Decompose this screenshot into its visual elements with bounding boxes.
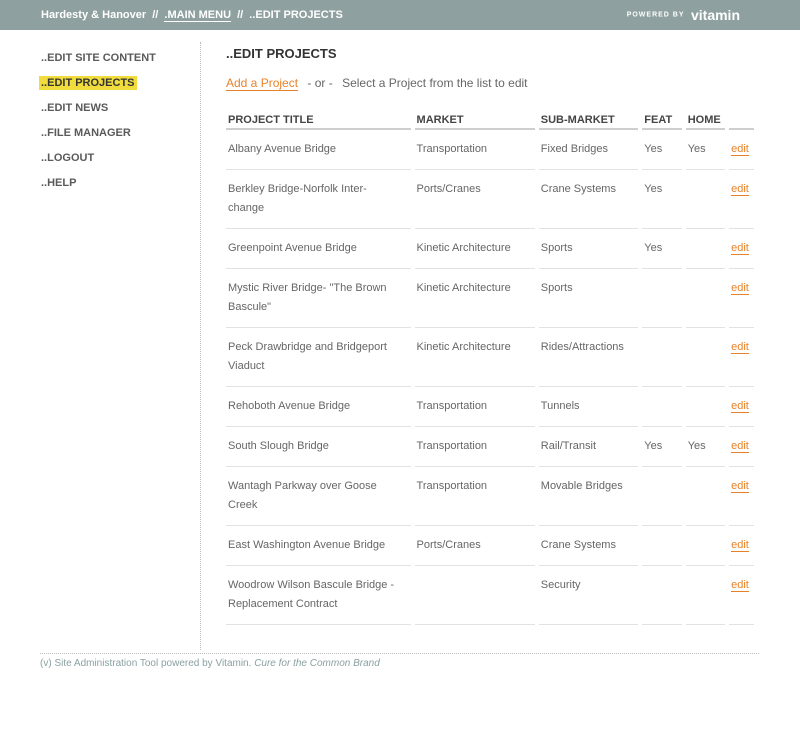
feat-cell (642, 467, 681, 526)
market-cell: Transportation (415, 467, 535, 526)
sidebar-divider (200, 42, 201, 650)
table-row (226, 467, 754, 526)
main-menu-link[interactable]: .MAIN MENU (164, 9, 232, 21)
home-cell: Yes (686, 130, 725, 170)
page-title: ..EDIT PROJECTS (226, 46, 337, 61)
project-title-cell: Berkley Bridge-Norfolk Inter-change (226, 170, 411, 229)
breadcrumb-separator: // (237, 9, 244, 21)
sidebar-item-edit-news[interactable]: ..EDIT NEWS (41, 102, 109, 114)
edit-link[interactable]: edit (731, 440, 749, 452)
market-cell: Ports/Cranes (415, 526, 535, 566)
site-name: Hardesty & Hanover (41, 9, 147, 21)
feat-cell (642, 328, 681, 387)
project-title-cell: Albany Avenue Bridge (226, 130, 411, 170)
edit-cell (729, 427, 754, 467)
main-content (226, 46, 758, 625)
project-title-cell: East Washington Avenue Bridge (226, 526, 411, 566)
col-sub-market: SUB-MARKET (539, 110, 639, 130)
sub-market-cell: Sports (539, 269, 639, 328)
edit-link[interactable]: edit (731, 480, 749, 492)
feat-cell (642, 526, 681, 566)
footer-divider (40, 653, 759, 654)
table-row (226, 526, 754, 566)
select-instruction: Select a Project from the list to edit (342, 76, 528, 90)
actions-line (226, 76, 758, 90)
feat-cell (642, 269, 681, 328)
project-title-cell: South Slough Bridge (226, 427, 411, 467)
footer-text: (v) Site Administration Tool powered by Vitamin. (40, 658, 252, 669)
table-row (226, 170, 754, 229)
feat-cell (642, 566, 681, 625)
footer-tagline: Cure for the Common Brand (254, 658, 380, 669)
project-title-cell: Mystic River Bridge- "The Brown Bascule" (226, 269, 411, 328)
edit-link[interactable]: edit (731, 143, 749, 155)
edit-cell (729, 269, 754, 328)
edit-cell (729, 566, 754, 625)
edit-link[interactable]: edit (731, 539, 749, 551)
edit-cell (729, 170, 754, 229)
sidebar-item-logout[interactable]: ..LOGOUT (41, 152, 95, 164)
edit-cell (729, 526, 754, 566)
edit-link[interactable]: edit (731, 579, 749, 591)
project-title-cell: Rehoboth Avenue Bridge (226, 387, 411, 427)
col-feat: FEAT (642, 110, 681, 130)
sidebar-item-edit-projects[interactable]: ..EDIT PROJECTS (41, 77, 135, 89)
home-cell (686, 467, 725, 526)
sidebar-item-help[interactable]: ..HELP (41, 177, 77, 189)
sub-market-cell: Crane Systems (539, 526, 639, 566)
sub-market-cell: Tunnels (539, 387, 639, 427)
breadcrumb (41, 9, 343, 21)
edit-cell (729, 328, 754, 387)
sub-market-cell: Sports (539, 229, 639, 269)
home-cell: Yes (686, 427, 725, 467)
edit-link[interactable]: edit (731, 183, 749, 195)
market-cell: Transportation (415, 427, 535, 467)
sidebar-item-file-manager[interactable]: ..FILE MANAGER (41, 127, 131, 139)
edit-cell (729, 229, 754, 269)
table-row (226, 566, 754, 625)
feat-cell: Yes (642, 170, 681, 229)
sub-market-cell: Rides/Attractions (539, 328, 639, 387)
market-cell: Ports/Cranes (415, 170, 535, 229)
project-title-cell: Wantagh Parkway over Goose Creek (226, 467, 411, 526)
edit-link[interactable]: edit (731, 400, 749, 412)
col-market: MARKET (415, 110, 535, 130)
edit-link[interactable]: edit (731, 242, 749, 254)
sub-market-cell: Security (539, 566, 639, 625)
edit-cell (729, 387, 754, 427)
sub-market-cell: Crane Systems (539, 170, 639, 229)
projects-table (222, 110, 758, 625)
powered-by-text: POWERED BY (626, 11, 685, 19)
home-cell (686, 170, 725, 229)
vitamin-logo: vitamin (690, 6, 740, 23)
table-row (226, 387, 754, 427)
market-cell: Kinetic Architecture (415, 229, 535, 269)
market-cell: Transportation (415, 130, 535, 170)
sub-market-cell: Movable Bridges (539, 467, 639, 526)
sub-market-cell: Fixed Bridges (539, 130, 639, 170)
feat-cell: Yes (642, 130, 681, 170)
feat-cell: Yes (642, 427, 681, 467)
breadcrumb-current: ..EDIT PROJECTS (249, 9, 343, 21)
edit-cell (729, 130, 754, 170)
project-title-cell: Greenpoint Avenue Bridge (226, 229, 411, 269)
feat-cell (642, 387, 681, 427)
breadcrumb-separator: // (152, 9, 159, 21)
edit-cell (729, 467, 754, 526)
market-cell: Kinetic Architecture (415, 269, 535, 328)
add-project-link[interactable]: Add a Project (226, 76, 299, 90)
project-title-cell: Woodrow Wilson Bascule Bridge - Replacement Contract (226, 566, 411, 625)
table-row (226, 427, 754, 467)
home-cell (686, 566, 725, 625)
table-row (226, 229, 754, 269)
col-edit (729, 110, 754, 130)
home-cell (686, 269, 725, 328)
home-cell (686, 526, 725, 566)
col-project-title: PROJECT TITLE (226, 110, 411, 130)
feat-cell: Yes (642, 229, 681, 269)
home-cell (686, 387, 725, 427)
col-home: HOME (686, 110, 725, 130)
powered-by-logo (627, 6, 740, 24)
sub-market-cell: Rail/Transit (539, 427, 639, 467)
sidebar-item-edit-site-content[interactable]: ..EDIT SITE CONTENT (41, 52, 156, 64)
home-cell (686, 229, 725, 269)
top-bar (0, 0, 800, 30)
table-row (226, 130, 754, 170)
market-cell (415, 566, 535, 625)
table-row (226, 269, 754, 328)
edit-link[interactable]: edit (731, 282, 749, 294)
sidebar (39, 48, 199, 198)
project-title-cell: Peck Drawbridge and Bridgeport Viaduct (226, 328, 411, 387)
or-text: - or - (307, 76, 333, 90)
table-header-row (226, 110, 754, 130)
table-row (226, 328, 754, 387)
footer (40, 658, 380, 669)
home-cell (686, 328, 725, 387)
market-cell: Kinetic Architecture (415, 328, 535, 387)
edit-link[interactable]: edit (731, 341, 749, 353)
market-cell: Transportation (415, 387, 535, 427)
